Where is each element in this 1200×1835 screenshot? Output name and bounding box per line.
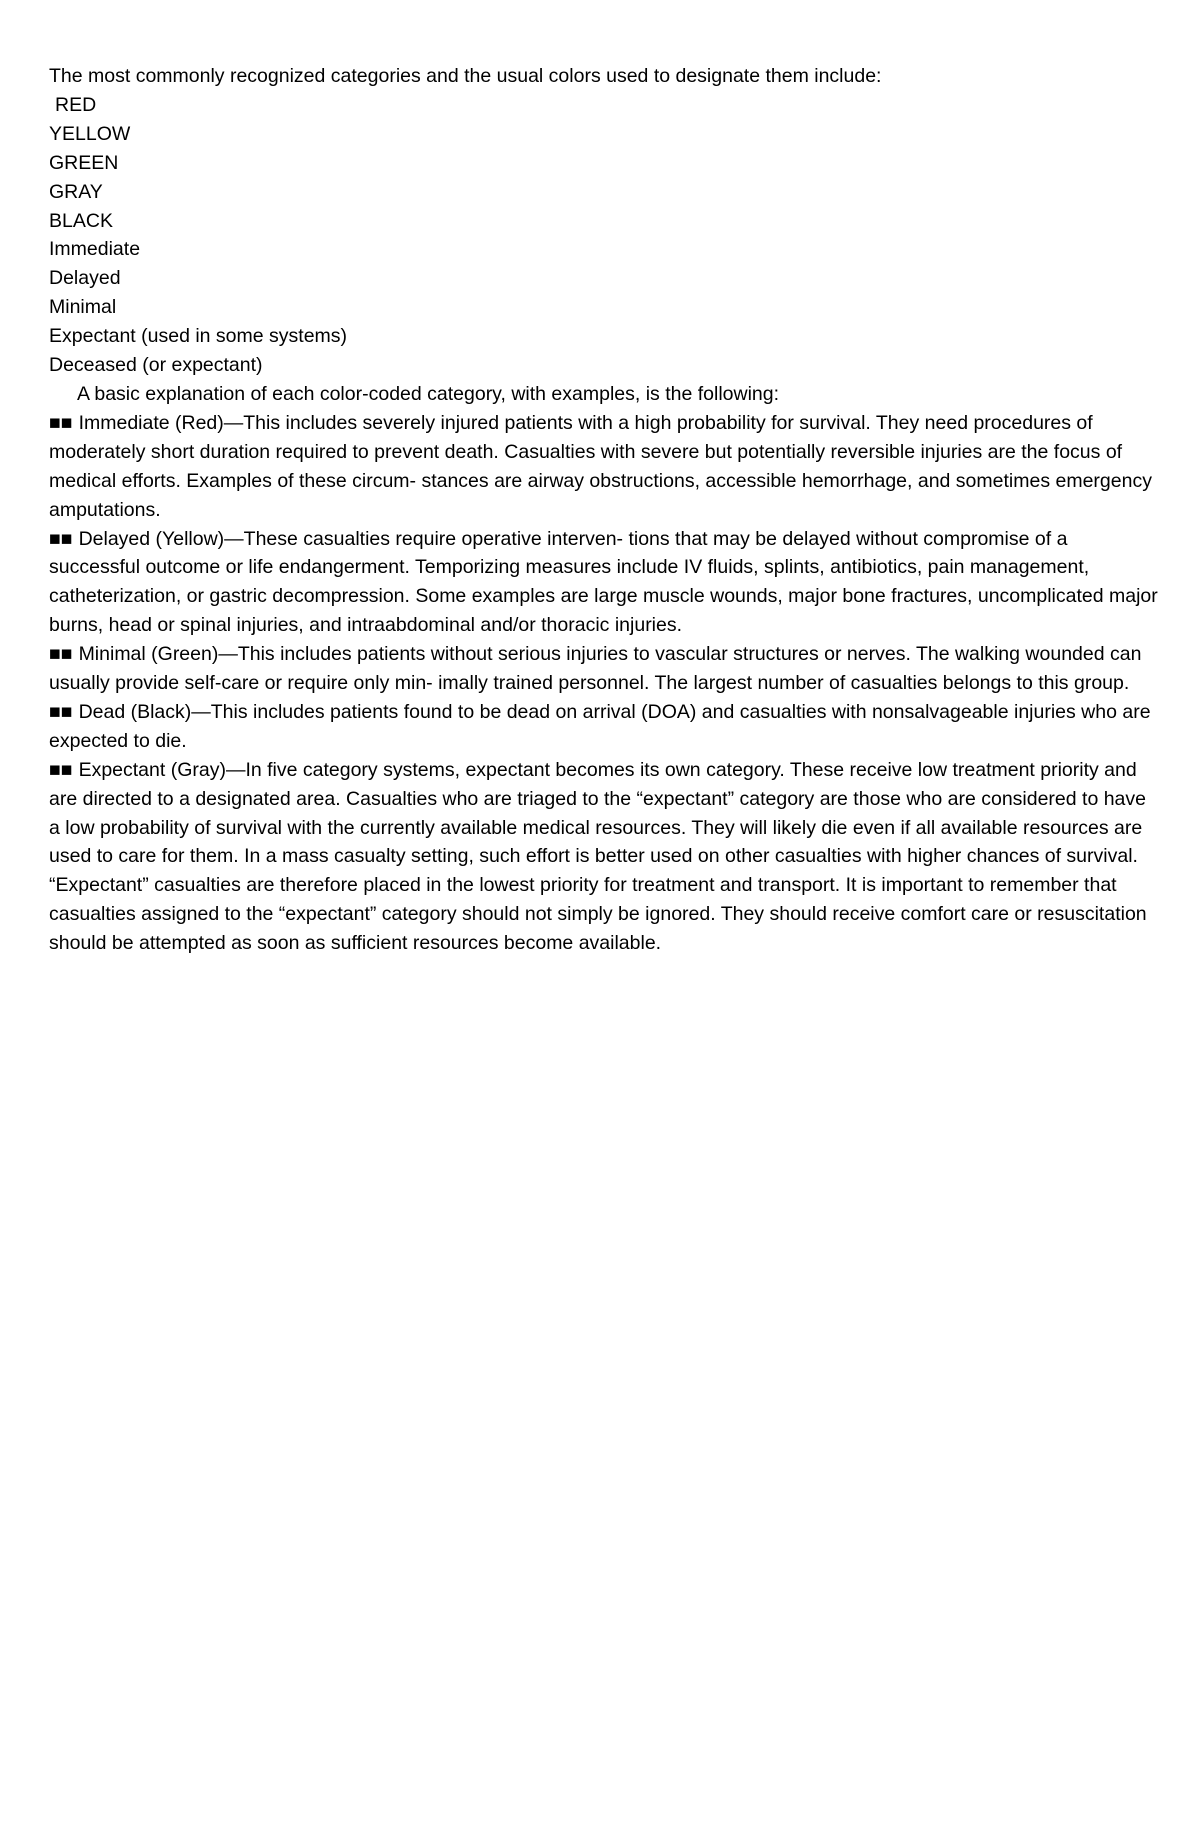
- bullet-marker: ■■: [49, 527, 73, 550]
- document-page: [49, 62, 1159, 958]
- bullet-text: Expectant (Gray)—In five category systems, expectant becomes its own category. These receive low treatment priority and are directed to a designated area. Casualties who are triaged to the “expectant” category are those who are considered to have a low probability of survival with the currently available medical resources. They will likely die even if all available resources are used to care for them. In a mass casualty setting, such effort is better used on other casualties with higher chances of survival. “Expectant” casualties are therefore placed in the lowest priority for treatment and transport. It is important to remember that casualties assigned to the “expectant” category should not simply be ignored. They should receive comfort care or resuscitation should be attempted as soon as sufficient resources become available.: [49, 758, 1147, 955]
- category-name-delayed: Delayed: [49, 267, 121, 290]
- category-name-expectant: Expectant (used in some systems): [49, 325, 348, 348]
- intro-sentence: The most commonly recognized categories and the usual colors used to designate them include:: [49, 65, 882, 87]
- bullet-text: Delayed (Yellow)—These casualties require operative interven- tions that may be delayed without compromise of a successful outcome or life endangerment. Temporizing measures include IV fluids, splints, antibiotics, pain management, catheterization, or gastric decompression. Some examples are large muscle wounds, major bone fractures, uncomplicated major burns, head or spinal injuries, and intraabdominal and/or thoracic injuries.: [49, 527, 1158, 637]
- bullet-marker: ■■: [49, 643, 73, 666]
- color-item-red: RED: [55, 93, 97, 116]
- explanation-intro: A basic explanation of each color-coded category, with examples, is the following:: [77, 382, 780, 405]
- bullet-marker: ■■: [49, 411, 73, 434]
- bullet-delayed: [49, 525, 1159, 641]
- category-name-immediate: Immediate: [49, 238, 141, 261]
- bullet-marker: ■■: [49, 700, 73, 723]
- bullet-text: Minimal (Green)—This includes patients without serious injuries to vascular structures or nerves. The walking wounded can usually provide self-care or require only min- imally trained personnel. The largest number of casualties belongs to this group.: [49, 643, 1142, 695]
- bullet-marker: ■■: [49, 758, 73, 781]
- color-item-yellow: YELLOW: [49, 122, 131, 145]
- category-name-deceased: Deceased (or expectant): [49, 354, 263, 377]
- color-item-gray: GRAY: [49, 180, 103, 203]
- bullet-text: Immediate (Red)—This includes severely injured patients with a high probability for survival. They need procedures of moderately short duration required to prevent death. Casualties with severe but potentially reversible injuries are the focus of medical efforts. Examples of these circum- stances are airway obstructions, accessible hemorrhage, and sometimes emergency amputations.: [49, 411, 1152, 521]
- bullet-minimal: [49, 640, 1159, 698]
- color-item-green: GREEN: [49, 151, 119, 174]
- bullet-immediate: [49, 409, 1159, 525]
- bullet-text: Dead (Black)—This includes patients found to be dead on arrival (DOA) and casualties with nonsalvageable injuries who are expected to die.: [49, 700, 1151, 752]
- bullet-expectant: [49, 756, 1159, 958]
- bullet-dead: [49, 698, 1159, 756]
- color-item-black: BLACK: [49, 209, 113, 232]
- category-name-minimal: Minimal: [49, 296, 117, 319]
